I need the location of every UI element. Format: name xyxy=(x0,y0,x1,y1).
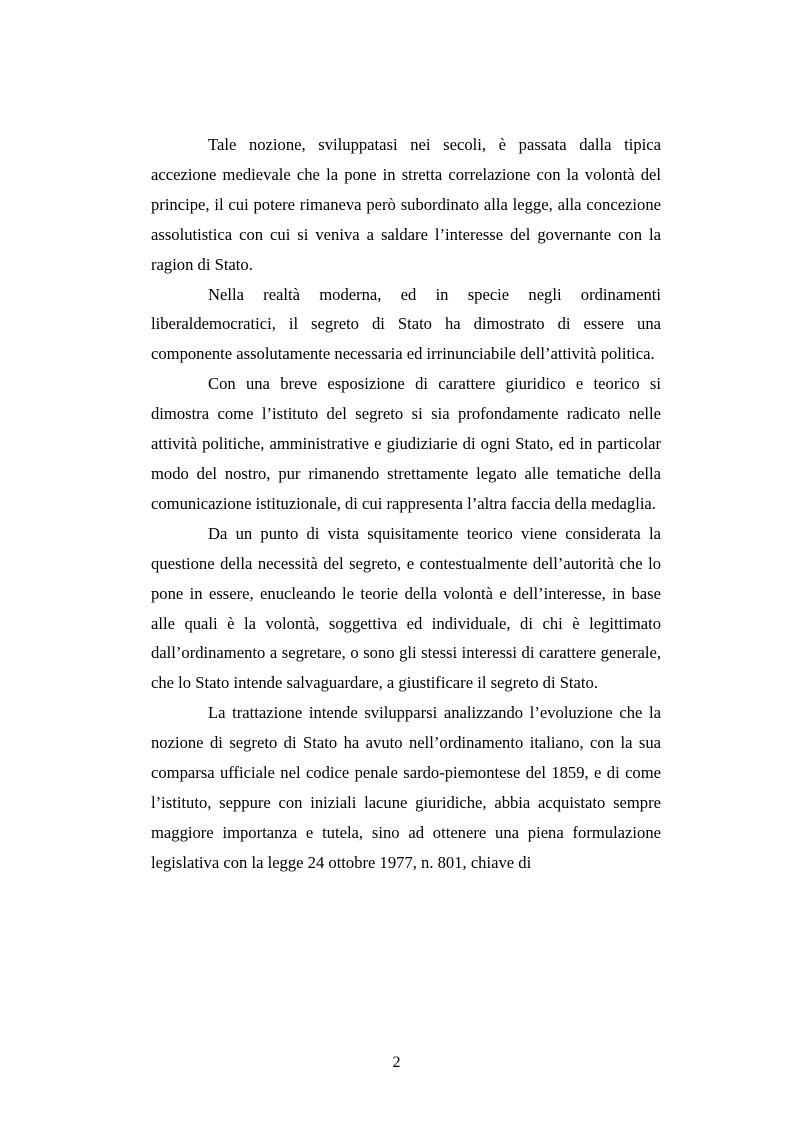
paragraph-5: La trattazione intende svilupparsi analizzando l’evoluzione che la nozione di segreto di Stato ha avuto nell’ordinamento italiano, con la sua comparsa ufficiale nel codice penale sardo-piemontese del 1859, e di come l’istituto, seppure con iniziali lacune giuridiche, abbia acquistato sempre maggiore importanza e tutela, sino ad ottenere una piena formulazione legislativa con la legge 24 ottobre 1977, n. 801, chiave di xyxy=(151,703,661,872)
paragraph-3: Con una breve esposizione di carattere giuridico e teorico si dimostra come l’istituto del segreto si sia profondamente radicato nelle attività politiche, amministrative e giudiziarie di ogni Stato, ed in particolar modo del nostro, pur rimanendo strettamente legato alle tematiche della comunicazione istituzionale, di cui rappresenta l’altra faccia della medaglia. xyxy=(151,374,661,513)
paragraph-1: Tale nozione, sviluppatasi nei secoli, è passata dalla tipica accezione medievale che la pone in stretta correlazione con la volontà del principe, il cui potere rimaneva però subordinato alla legge, alla concezione assolutistica con cui si veniva a saldare l’interesse del governante con la ragion di Stato. xyxy=(151,135,661,274)
page-number: 2 xyxy=(392,1054,401,1071)
paragraph-4: Da un punto di vista squisitamente teorico viene considerata la questione della necessità del segreto, e contestualmente dell’autorità che lo pone in essere, enucleando le teorie della volontà e dell’interesse, in base alle quali è la volontà, soggettiva ed individuale, di chi è legittimato dall’ordinamento a segretare, o sono gli stessi interessi di carattere generale, che lo Stato intende salvaguardare, a giustificare il segreto di Stato. xyxy=(151,523,661,693)
paragraph-2: Nella realtà moderna, ed in specie negli ordinamenti liberaldemocratici, il segreto di Stato ha dimostrato di essere una componente assolutamente necessaria ed irrinunciabile dell’attività politica. xyxy=(151,284,661,364)
body-text xyxy=(151,130,661,878)
